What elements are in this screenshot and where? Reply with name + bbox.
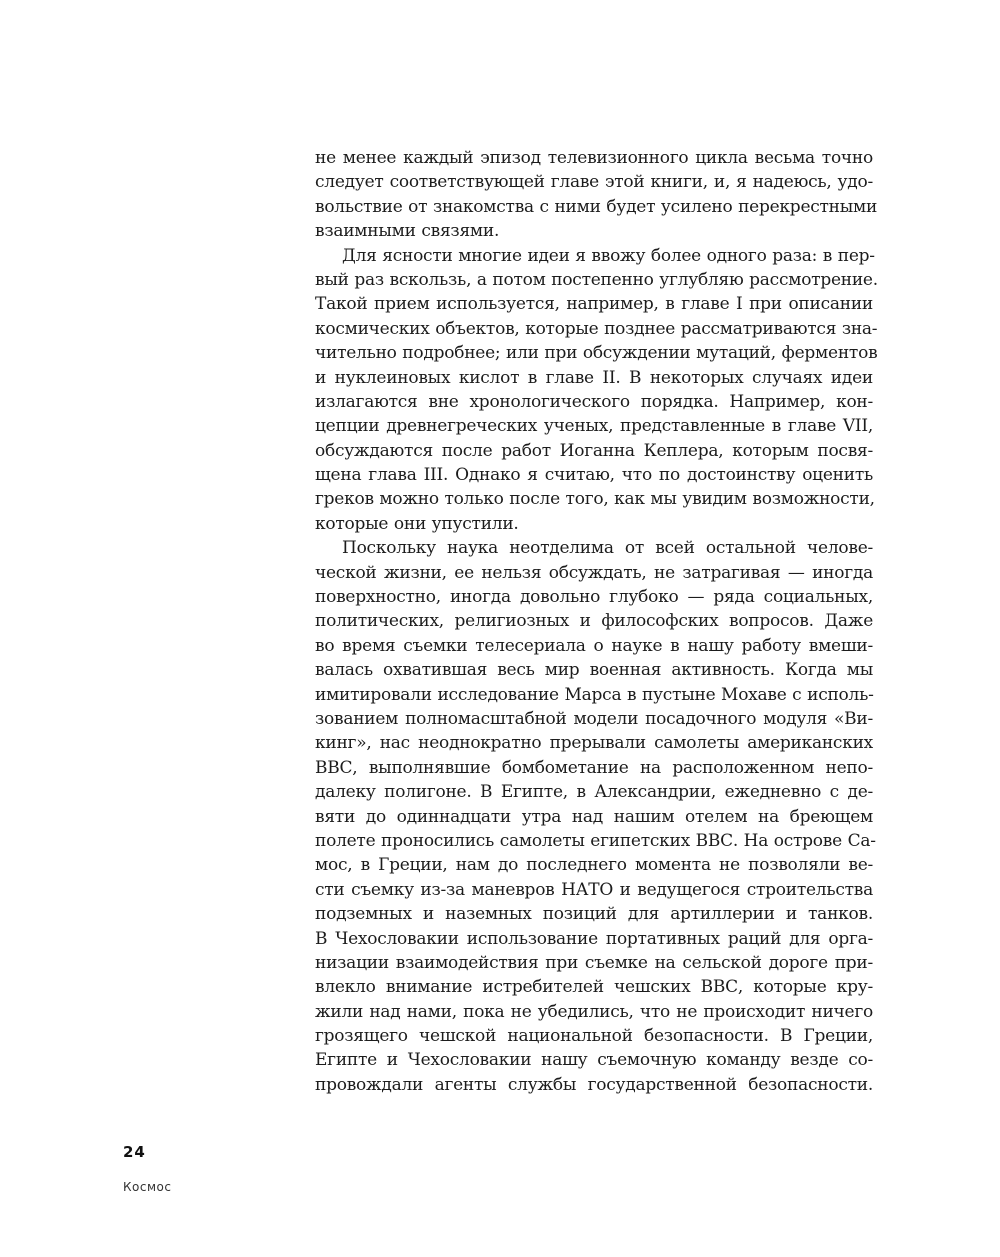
text-line: вольствие от знакомства с ними будет усилено перекрестными [315,196,878,217]
body-text [315,146,878,1097]
text-line: В Чехословакии использование портативных раций для орга- [315,928,873,949]
text-line: взаимными связями. [315,221,500,242]
text-line: валась охватившая весь мир военная активность. Когда мы [315,660,873,681]
text-line: щена глава III. Однако я считаю, что по достоинству оценить [315,465,873,486]
text-line: Поскольку наука неотделима от всей остальной челове- [342,538,873,559]
text-line: низации взаимодействия при съемке на сельской дороге при- [315,952,873,973]
text-line: мос, в Греции, нам до последнего момента не позволяли ве- [315,855,873,876]
text-line: греков можно только после того, как мы увидим возможности, [315,489,875,510]
text-line: не менее каждый эпизод телевизионного цикла весьма точно [315,148,873,168]
text-line: зованием полномасштабной модели посадочного модуля «Ви- [315,708,873,729]
text-line: вый раз вскользь, а потом постепенно углубляю рассмотрение. [315,269,878,290]
text-line: подземных и наземных позиций для артиллерии и танков. [315,904,873,925]
text-line: обсуждаются после работ Иоганна Кеплера, которым посвя- [315,440,873,461]
paragraph [315,244,878,537]
text-line: вяти до одиннадцати утра над нашим отелем на бреющем [315,806,873,827]
text-line: провождали агенты службы государственной безопасности. [315,1074,873,1095]
text-line: сти съемку из-за маневров НАТО и ведущегося строительства [315,879,873,900]
text-line: кинг», нас неоднократно прерывали самолеты американских [315,733,873,754]
text-line: влекло внимание истребителей чешских ВВС, которые кру- [315,977,873,998]
text-line: ВВС, выполнявшие бомбометание на расположенном непо- [315,757,873,778]
text-line: и нуклеиновых кислот в главе II. В некоторых случаях идеи [315,367,873,388]
paragraph [315,536,876,1097]
page-number: 24 [123,1143,146,1161]
text-line: излагаются вне хронологического порядка. Например, кон- [315,391,873,412]
text-line: Для ясности многие идеи я ввожу более одного раза: в пер- [342,245,875,266]
text-line: следует соответствующей главе этой книги, и, я надеюсь, удо- [315,172,873,193]
text-line: Такой прием используется, например, в главе I при описании [315,294,873,315]
running-footer: Космос [123,1180,172,1194]
text-line: далеку полигоне. В Египте, в Александрии, ежедневно с де- [315,782,873,803]
paragraph [315,146,878,244]
text-line: жили над нами, пока не убедились, что не происходит ничего [315,1001,873,1022]
text-line: чительно подробнее; или при обсуждении мутаций, ферментов [315,343,878,364]
text-line: полете проносились самолеты египетских ВВС. На острове Са- [315,830,876,851]
text-line: Египте и Чехословакии нашу съемочную команду везде со- [315,1050,873,1071]
text-line: ческой жизни, ее нельзя обсуждать, не затрагивая — иногда [315,562,873,583]
text-line: политических, религиозных и философских вопросов. Даже [315,611,873,632]
text-line: космических объектов, которые позднее рассматриваются зна- [315,318,878,339]
text-line: имитировали исследование Марса в пустыне Мохаве с исполь- [315,684,874,705]
text-line: во время съемки телесериала о науке в нашу работу вмеши- [315,635,873,656]
text-line: грозящего чешской национальной безопасности. В Греции, [315,1026,873,1047]
text-line: цепции древнегреческих ученых, представленные в главе VII, [315,416,873,437]
text-line: поверхностно, иногда довольно глубоко — ряда социальных, [315,587,873,608]
text-line: которые они упустили. [315,513,519,534]
